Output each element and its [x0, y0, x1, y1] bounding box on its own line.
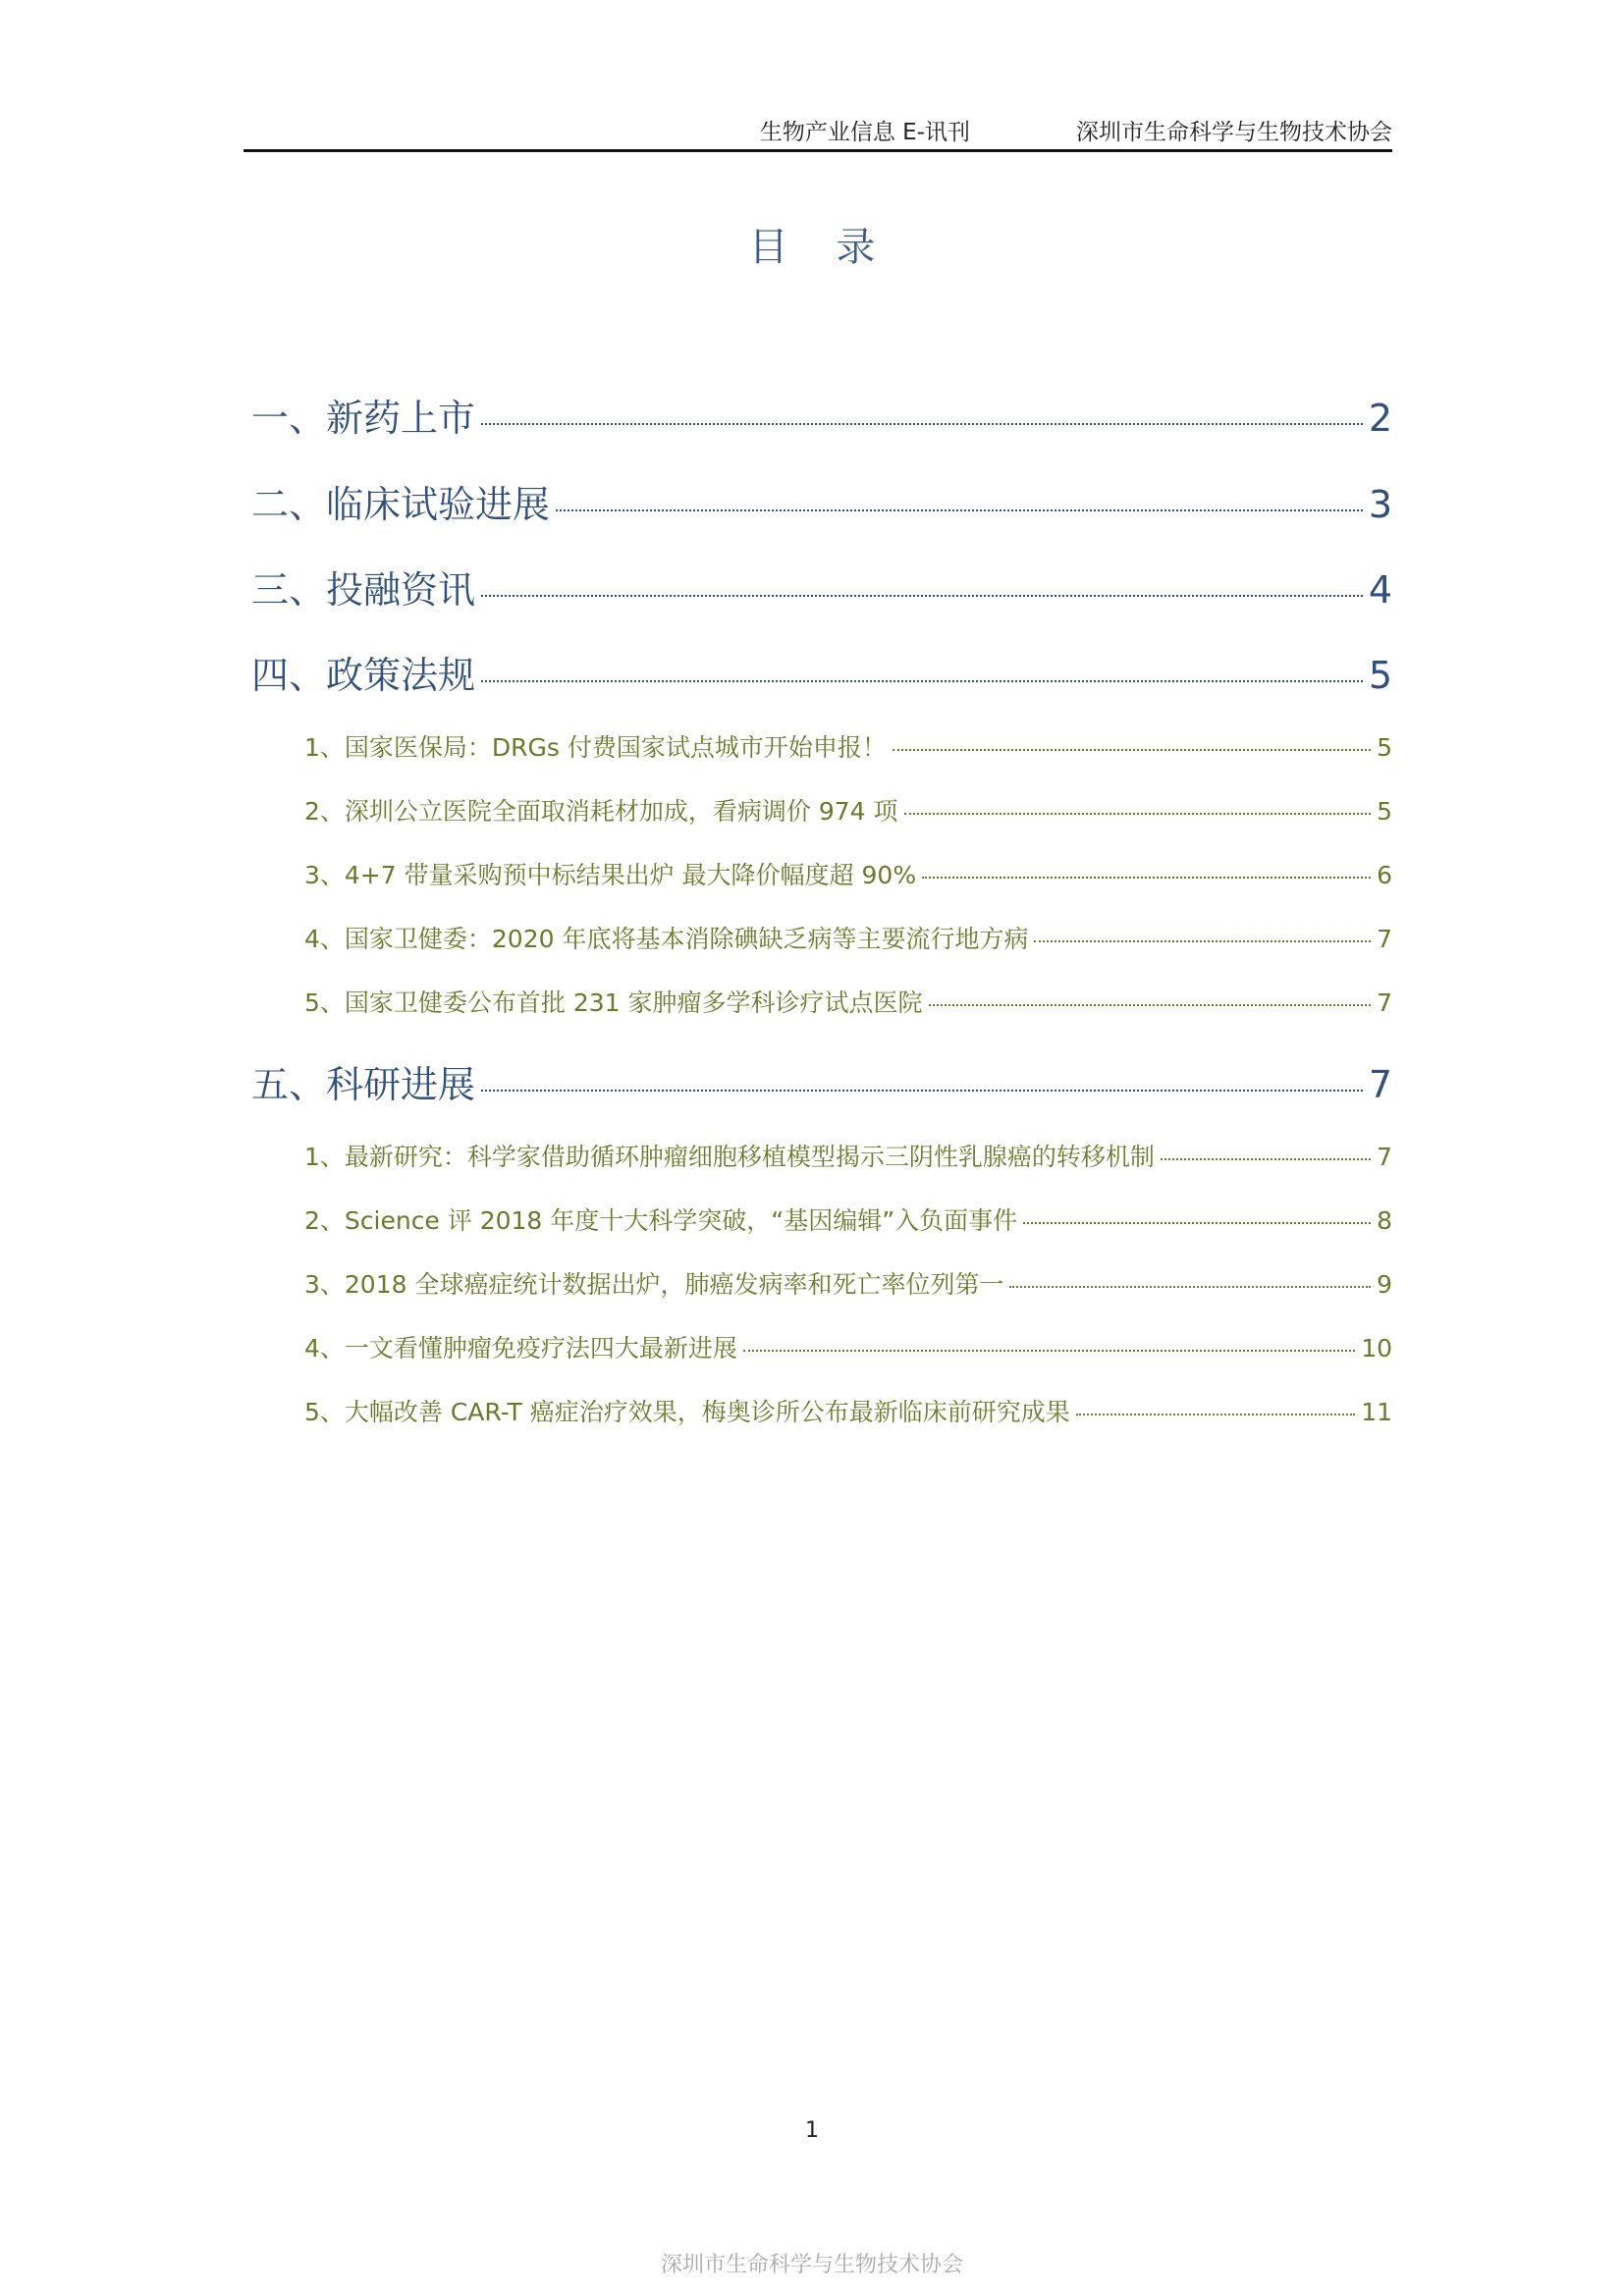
toc-entry-subsection[interactable]: [251, 728, 1392, 764]
toc-entry-title: 一、新药上市: [251, 397, 476, 440]
dot-leader: [743, 1350, 1355, 1352]
toc-entry-page: 10: [1361, 1334, 1392, 1362]
toc-entry-subsection[interactable]: [251, 1329, 1392, 1364]
toc-entry-section-4[interactable]: [251, 645, 1392, 699]
dot-leader: [556, 509, 1363, 511]
dot-leader: [929, 1004, 1372, 1006]
toc-entry-page: 4: [1368, 568, 1392, 612]
dot-leader: [922, 877, 1371, 879]
toc-entry-title: 1、国家医保局：DRGs 付费国家试点城市开始申报！: [304, 733, 887, 762]
header-divider: [244, 149, 1392, 152]
toc-title: 目 录: [748, 225, 893, 270]
toc-entry-page: 2: [1368, 397, 1392, 440]
toc-entry-subsection[interactable]: [251, 1265, 1392, 1301]
toc-entry-title: 3、4+7 带量采购预中标结果出炉 最大降价幅度超 90%: [304, 861, 917, 889]
toc-entry-page: 7: [1368, 1063, 1392, 1106]
dot-leader: [481, 595, 1363, 597]
page-header: [244, 110, 1392, 147]
dot-leader: [1076, 1414, 1355, 1415]
dot-leader: [893, 749, 1371, 751]
toc-entry-subsection[interactable]: [251, 1393, 1392, 1428]
toc-entry-page: 9: [1377, 1270, 1392, 1299]
toc-entry-page: 11: [1361, 1398, 1392, 1426]
toc-entry-title: 二、临床试验进展: [251, 483, 551, 526]
toc-entry-page: 7: [1377, 925, 1392, 953]
toc-entry-title: 3、2018 全球癌症统计数据出炉，肺癌发病率和死亡率位列第一: [304, 1270, 1004, 1299]
page-number: 1: [805, 2118, 819, 2143]
toc-entry-page: 5: [1368, 654, 1392, 697]
toc-entry-page: 6: [1377, 861, 1392, 889]
toc-entry-section-3[interactable]: [251, 560, 1392, 614]
toc-entry-subsection[interactable]: [251, 1201, 1392, 1237]
toc-entry-subsection[interactable]: [251, 856, 1392, 891]
page-footer: 深圳市生命科学与生物技术协会: [660, 2253, 963, 2277]
dot-leader: [1023, 1222, 1371, 1224]
header-publication-title: 生物产业信息 E-讯刊: [759, 120, 970, 145]
toc-entry-section-5[interactable]: [251, 1054, 1392, 1108]
dot-leader: [481, 1090, 1363, 1092]
toc-entry-subsection[interactable]: [251, 984, 1392, 1019]
toc-entry-page: 7: [1377, 988, 1392, 1017]
dot-leader: [904, 813, 1372, 815]
toc-entry-title: 2、Science 评 2018 年度十大科学突破，“基因编辑”入负面事件: [304, 1206, 1018, 1235]
toc-entry-section-1[interactable]: [251, 388, 1392, 442]
toc-entry-title: 1、最新研究：科学家借助循环肿瘤细胞移植模型揭示三阴性乳腺癌的转移机制: [304, 1143, 1155, 1171]
toc-entry-title: 四、政策法规: [251, 654, 476, 697]
toc-entry-page: 5: [1377, 733, 1392, 762]
dot-leader: [481, 423, 1363, 425]
toc-entry-page: 5: [1377, 797, 1392, 826]
toc-entry-subsection[interactable]: [251, 920, 1392, 955]
dot-leader: [1009, 1286, 1371, 1288]
toc-entry-title: 2、深圳公立医院全面取消耗材加成，看病调价 974 项: [304, 797, 898, 826]
toc-entry-section-2[interactable]: [251, 474, 1392, 528]
toc-entry-title: 五、科研进展: [251, 1063, 476, 1106]
toc-entry-page: 8: [1377, 1206, 1392, 1235]
toc-entry-subsection[interactable]: [251, 792, 1392, 828]
toc-entry-title: 三、投融资讯: [251, 568, 476, 612]
toc-entry-title: 4、国家卫健委：2020 年底将基本消除碘缺乏病等主要流行地方病: [304, 925, 1029, 953]
toc-entry-title: 5、大幅改善 CAR-T 癌症治疗效果，梅奥诊所公布最新临床前研究成果: [304, 1398, 1070, 1426]
toc-entry-title: 5、国家卫健委公布首批 231 家肿瘤多学科诊疗试点医院: [304, 988, 923, 1017]
toc-entry-title: 4、一文看懂肿瘤免疫疗法四大最新进展: [304, 1334, 737, 1362]
header-organization: 深圳市生命科学与生物技术协会: [1076, 120, 1392, 145]
dot-leader: [1034, 940, 1371, 942]
toc-entry-page: 3: [1368, 483, 1392, 526]
toc-entry-subsection[interactable]: [251, 1138, 1392, 1173]
toc-entry-page: 7: [1377, 1143, 1392, 1171]
dot-leader: [1161, 1158, 1371, 1160]
dot-leader: [481, 680, 1363, 682]
